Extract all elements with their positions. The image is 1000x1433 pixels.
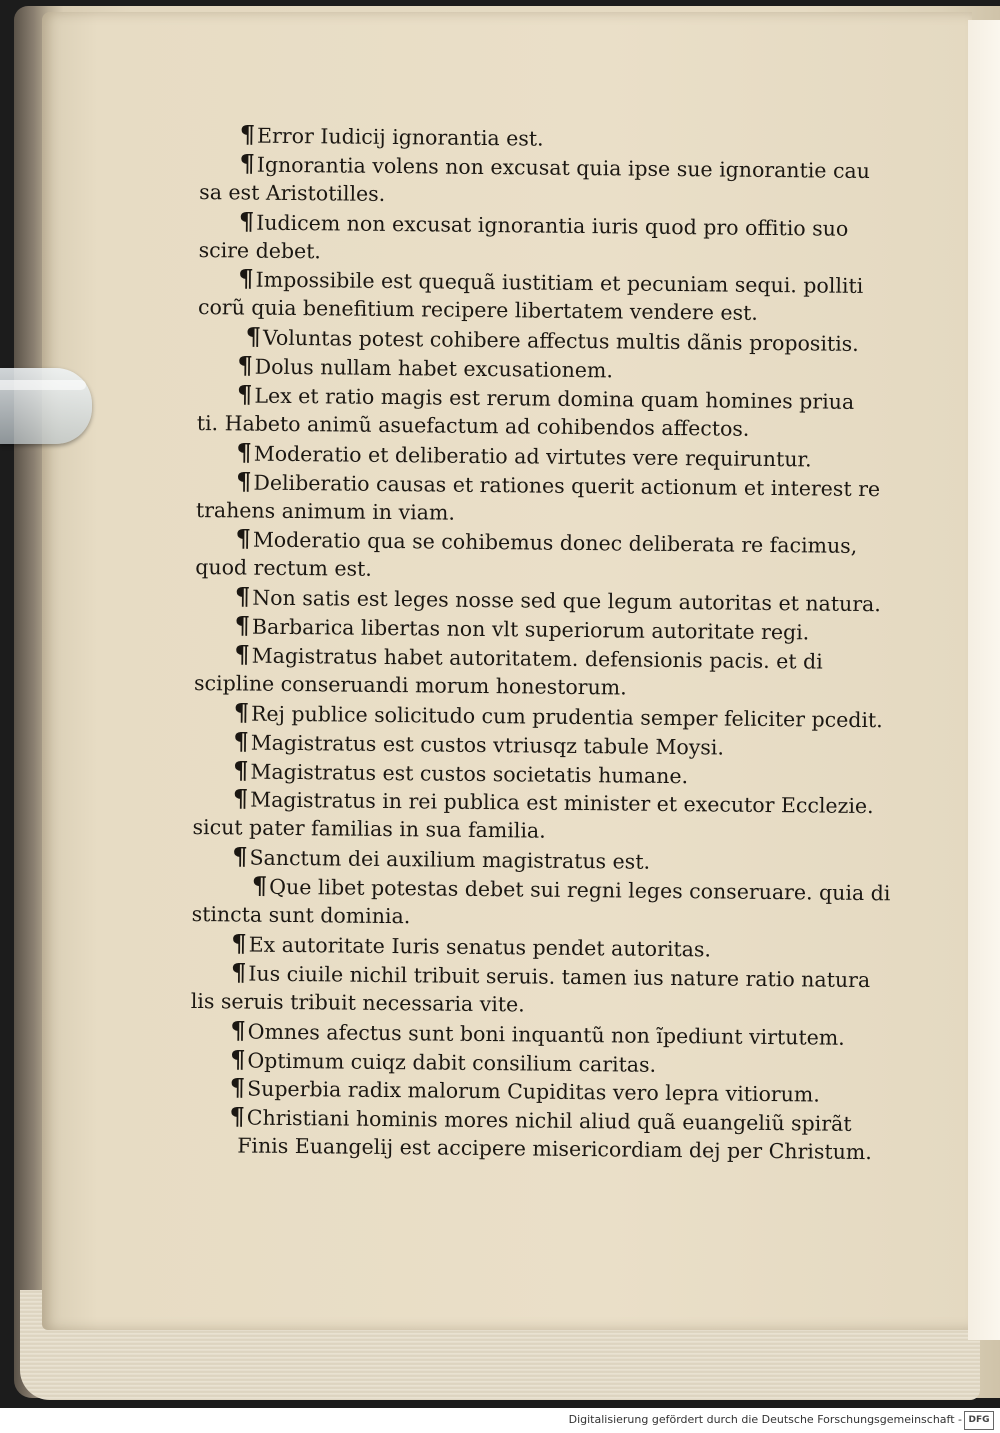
line-text: Dolus nullam habet excusationem. [254,354,614,383]
line-text: Magistratus est custos vtriusqz tabule Moysi. [250,730,725,760]
line-text: Magistratus est custos societatis humane. [250,759,689,788]
footer-credit: Digitalisierung gefördert durch die Deutsche Forschungsgemeinschaft - [568,1413,962,1426]
pilcrow-mark: ¶ [230,1043,246,1074]
line-text: quod rectum est. [195,555,372,582]
line-text: Finis Euangelij est accipere misericordiam dej per Christum. [237,1133,872,1165]
footer [0,1408,1000,1433]
pilcrow-mark: ¶ [230,1014,246,1045]
page-text [189,119,891,1167]
pilcrow-mark: ¶ [251,870,268,900]
line-text: Sanctum dei auxilium magistratus est. [249,845,651,875]
pilcrow-mark: ¶ [233,754,249,785]
line-text: Impossibile est quequã iustitiam et pecuniam sequi. polliti [255,268,864,299]
pilcrow-mark: ¶ [230,957,247,987]
line-text: stincta sunt dominia. [191,902,411,929]
line-text: Rej publice solicitudo cum prudentia semper feliciter pcedit. [250,701,883,732]
pilcrow-mark: ¶ [238,263,254,294]
pilcrow-mark: ¶ [245,321,262,351]
line-text: Voluntas potest cohibere affectus multis dãnis propositis. [262,325,859,357]
line-text: sa est Aristotilles. [199,179,386,206]
line-text: Christiani hominis mores nichil aliud quã euangeliũ spirãt [246,1105,852,1137]
line-text: Magistratus habet autoritatem. defensionis pacis. et di [251,643,823,674]
pilcrow-mark: ¶ [233,726,249,756]
pilcrow-mark: ¶ [236,437,252,467]
dfg-logo: DFG [964,1411,994,1430]
line-text: Que libet potestas debet sui regni leges conseruare. quia di [269,874,891,906]
line-text: Ex autoritate Iuris senatus pendet autoritas. [248,932,712,962]
line-text: Optimum cuiqz dabit consilium caritas. [247,1048,657,1077]
line-text: sicut pater familias in sua familia. [192,815,546,844]
line-text: Superbia radix malorum Cupiditas vero lepra vitiorum. [247,1076,820,1107]
line-text: Moderatio qua se cohibemus donec deliberata re facimus, [252,528,858,559]
facing-page-edge [968,20,1000,1340]
pilcrow-mark: ¶ [233,697,250,727]
line-text: Lex et ratio magis est rerum domina quam homines priua [254,383,855,414]
pilcrow-mark: ¶ [236,466,252,496]
pilcrow-mark: ¶ [239,148,255,178]
pilcrow-mark: ¶ [236,379,253,409]
line-text: trahens animum in viam. [195,497,456,525]
pilcrow-mark: ¶ [234,639,250,669]
pilcrow-mark: ¶ [234,610,251,640]
pilcrow-mark: ¶ [235,523,252,554]
line-text: ti. Habeto animũ asuefactum ad cohibendos affectos. [196,410,750,441]
line-text: Barbarica libertas non vlt superiorum autoritate regi. [251,614,810,645]
line-text: Iudicem non excusat ignorantia iuris quod pro offitio suo [256,210,849,241]
page-clip-highlight [0,380,86,390]
line-text: Omnes afectus sunt boni inquantũ non ĩpediunt virtutem. [247,1019,845,1050]
pilcrow-mark: ¶ [237,350,253,380]
line-text: Error Iudicij ignorantia est. [256,123,544,151]
line-text: scipline conseruandi morum honestorum. [193,670,627,700]
line-text: Non satis est leges nosse sed que legum autoritas et natura. [252,585,881,617]
line-text: Ius ciuile nichil tribuit seruis. tamen ius nature ratio natura [248,961,871,992]
pilcrow-mark: ¶ [232,841,248,871]
line-text: scire debet. [198,237,322,263]
pilcrow-mark: ¶ [238,206,255,236]
line-text: Moderatio et deliberatio ad virtutes vere requiruntur. [253,441,812,472]
line-text: Magistratus in rei publica est minister et executor Ecclezie. [250,788,874,819]
pilcrow-mark: ¶ [234,581,251,611]
pilcrow-mark: ¶ [239,119,256,149]
line-text: corũ quia benefitium recipere libertatem vendere est. [197,295,758,326]
pilcrow-mark: ¶ [229,1101,246,1131]
pilcrow-mark: ¶ [231,928,247,958]
pilcrow-mark: ¶ [232,783,249,814]
line-text: Ignorantia volens non excusat quia ipse sue ignorantie cau [256,152,871,183]
pilcrow-mark: ¶ [229,1072,246,1102]
line-text: lis seruis tribuit necessaria vite. [190,988,525,1017]
line-text: Deliberatio causas et rationes querit actionum et interest re [253,470,881,501]
